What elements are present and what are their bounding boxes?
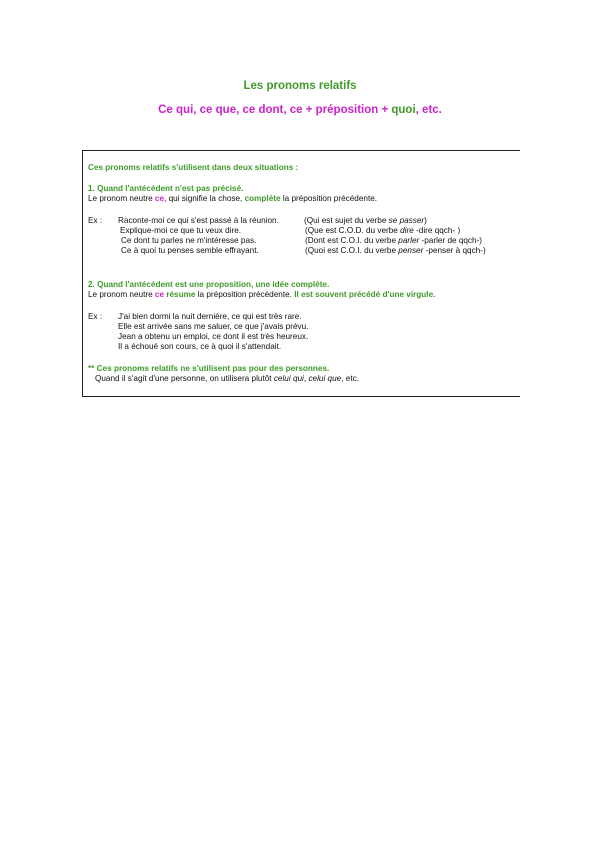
s1-desc-ce: ce [154,194,165,203]
s1-example-4: Ce à quoi tu penses semble effrayant. [121,246,259,255]
s1-example-3: Ce dont tu parles ne m'intéresse pas. [121,236,257,245]
note-text-c: , etc. [341,374,359,383]
s1-example-1: Raconte-moi ce qui s'est passé à la réunion. [118,216,279,225]
note-text-a: Quand il s'agit d'une personne, on utilisera plutôt [95,374,274,383]
s1-note-4 [305,246,486,256]
note-celui-que: celui que [308,374,342,383]
s1-example-2: Explique-moi ce que tu veux dire. [120,226,242,235]
section1-heading: 1. Quand l'antécédent n'est pas précisé. [88,184,244,193]
section2-heading: 2. Quand l'antécédent est une proposition, une idée complète. [88,280,330,289]
note-text [95,374,359,384]
subtitle-quoi: quoi [391,104,416,116]
intro-text: Ces pronoms relatifs s'utilisent dans deux situations : [88,163,299,172]
page-subtitle [0,104,600,116]
s2-example-4: Il a échoué son cours, ce à quoi il s'attendait. [118,342,282,351]
s1-note-4-a: (Quoi est C.O.I. du verbe [305,246,399,255]
note-celui-qui: celui qui [273,374,304,383]
s2-desc-d: la préposition précédente. [195,290,295,299]
section1-ex-label: Ex : [88,216,103,225]
s1-note-2-a: (Que est C.O.D. du verbe [305,226,401,235]
s1-desc-e: la préposition précédente. [280,194,378,203]
section2-ex-label: Ex : [88,312,103,321]
note-heading: ** Ces pronoms relatifs ne s'utilisent pas pour des personnes. [88,364,330,373]
s2-desc-virgule: Il est souvent précédé d'une virgule. [294,290,436,299]
s2-desc-a: Le pronom neutre [88,290,155,299]
s1-note-1-a: (Qui est sujet du verbe [304,216,389,225]
s2-desc-ce: ce [154,290,165,299]
s1-desc-complete: complète [244,194,281,203]
s2-example-3: Jean a obtenu un emploi, ce dont il est très heureux. [118,332,309,341]
s1-note-3-verb: parler [398,236,420,245]
s1-note-2-verb: dire [400,226,414,235]
s2-example-1: J'ai bien dormi la nuit dernière, ce qui est très rare. [118,312,302,321]
s1-note-1-verb: se passer [388,216,425,225]
s1-note-1-b: ) [424,216,427,225]
s1-note-4-verb: penser [398,246,424,255]
section1-description [88,194,377,204]
s2-desc-resume: résume [164,290,196,299]
s1-note-2 [305,226,460,236]
s2-example-2: Elle est arrivée sans me saluer, ce que j'avais prévu. [118,322,309,331]
s1-note-1 [304,216,427,226]
note-text-b: , [303,374,309,383]
subtitle-part3: , etc. [415,104,442,116]
s1-note-3-b: -parler de qqch-) [419,236,483,245]
section2-description [88,290,435,300]
page-title: Les pronoms relatifs [243,80,357,92]
subtitle-part1: Ce qui, ce que, ce dont, ce + préposition + [158,104,392,116]
s1-desc-c: , qui signifie la chose, [164,194,245,203]
s1-note-3-a: (Dont est C.O.I. du verbe [305,236,399,245]
s1-desc-a: Le pronom neutre [88,194,155,203]
s1-note-2-b: -dire qqch- ) [413,226,461,235]
s1-note-4-b: -penser à qqch-) [423,246,486,255]
content-box [82,150,520,397]
s1-note-3 [305,236,482,246]
